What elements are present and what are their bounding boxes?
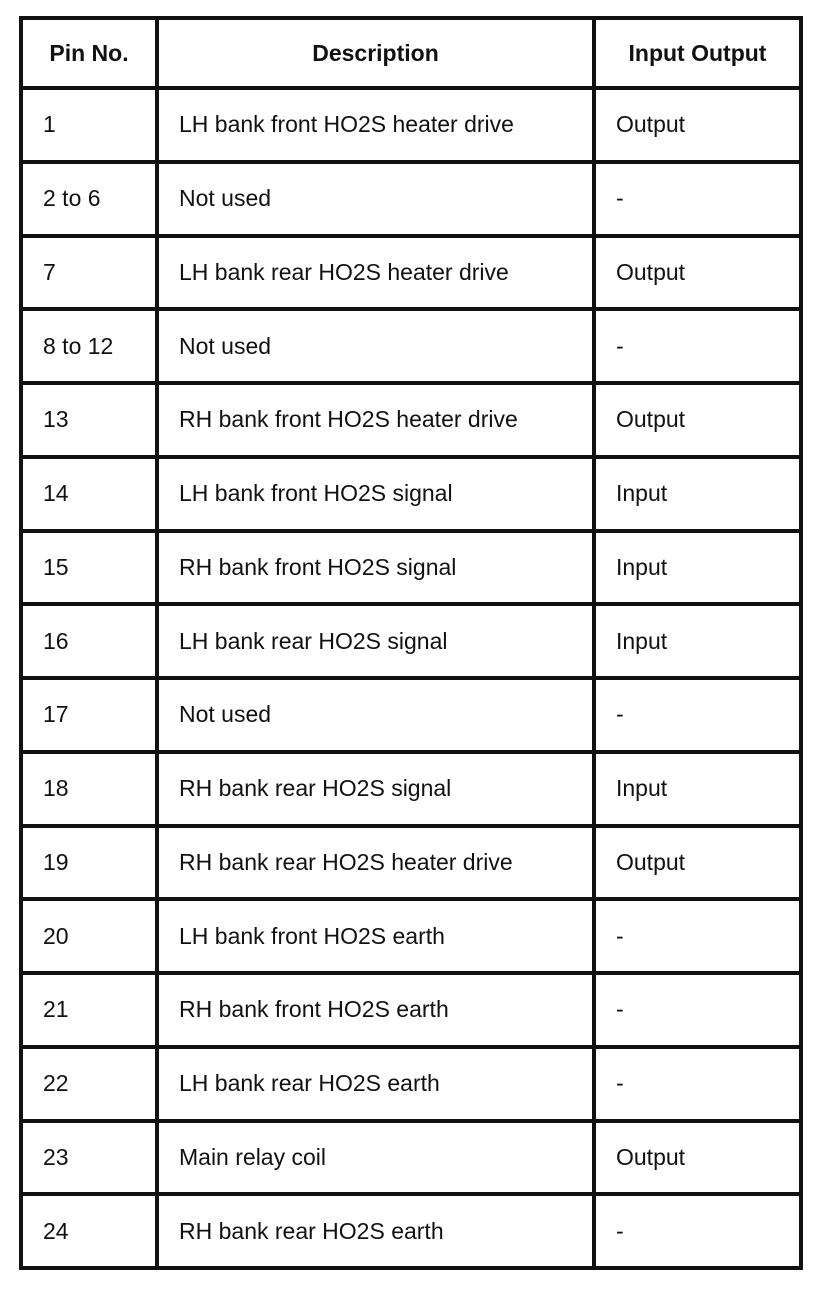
description-cell: LH bank rear HO2S heater drive (157, 236, 594, 310)
direction-cell: Input (594, 457, 801, 531)
pin-number-cell: 14 (21, 457, 157, 531)
table-row (21, 973, 801, 1047)
description-cell: LH bank rear HO2S earth (157, 1047, 594, 1121)
direction-cell: - (594, 309, 801, 383)
table-row (21, 1121, 801, 1195)
table-row (21, 383, 801, 457)
direction-cell: Output (594, 236, 801, 310)
header-description: Description (157, 18, 594, 88)
header-input-output: Input Output (594, 18, 801, 88)
header-row (21, 18, 801, 88)
direction-cell: Input (594, 531, 801, 605)
direction-cell: Input (594, 752, 801, 826)
table-row (21, 88, 801, 162)
table-row (21, 1047, 801, 1121)
table-row (21, 531, 801, 605)
pin-number-cell: 17 (21, 678, 157, 752)
table-row (21, 604, 801, 678)
direction-cell: Input (594, 604, 801, 678)
table-row (21, 678, 801, 752)
pin-number-cell: 16 (21, 604, 157, 678)
table-row (21, 236, 801, 310)
description-cell: RH bank front HO2S earth (157, 973, 594, 1047)
table-row (21, 457, 801, 531)
pin-number-cell: 20 (21, 899, 157, 973)
pin-number-cell: 24 (21, 1194, 157, 1268)
pin-number-cell: 13 (21, 383, 157, 457)
description-cell: LH bank front HO2S signal (157, 457, 594, 531)
direction-cell: - (594, 1047, 801, 1121)
direction-cell: - (594, 899, 801, 973)
pin-number-cell: 15 (21, 531, 157, 605)
description-cell: Not used (157, 678, 594, 752)
direction-cell: Output (594, 826, 801, 900)
direction-cell: - (594, 973, 801, 1047)
pin-number-cell: 19 (21, 826, 157, 900)
direction-cell: Output (594, 88, 801, 162)
table-row (21, 1194, 801, 1268)
direction-cell: Output (594, 383, 801, 457)
description-cell: LH bank rear HO2S signal (157, 604, 594, 678)
description-cell: Main relay coil (157, 1121, 594, 1195)
direction-cell: - (594, 162, 801, 236)
description-cell: RH bank rear HO2S signal (157, 752, 594, 826)
pin-number-cell: 21 (21, 973, 157, 1047)
pin-number-cell: 2 to 6 (21, 162, 157, 236)
pin-number-cell: 1 (21, 88, 157, 162)
table-row (21, 309, 801, 383)
direction-cell: - (594, 678, 801, 752)
header-pin-no: Pin No. (21, 18, 157, 88)
pin-number-cell: 18 (21, 752, 157, 826)
table-header (21, 18, 801, 88)
table-row (21, 162, 801, 236)
pin-number-cell: 23 (21, 1121, 157, 1195)
pin-number-cell: 7 (21, 236, 157, 310)
pin-table (19, 16, 803, 1270)
description-cell: RH bank front HO2S heater drive (157, 383, 594, 457)
pin-number-cell: 22 (21, 1047, 157, 1121)
table-row (21, 752, 801, 826)
description-cell: LH bank front HO2S earth (157, 899, 594, 973)
table-row (21, 899, 801, 973)
table-body (21, 88, 801, 1268)
description-cell: Not used (157, 309, 594, 383)
pin-number-cell: 8 to 12 (21, 309, 157, 383)
table-row (21, 826, 801, 900)
description-cell: LH bank front HO2S heater drive (157, 88, 594, 162)
description-cell: RH bank front HO2S signal (157, 531, 594, 605)
description-cell: Not used (157, 162, 594, 236)
direction-cell: - (594, 1194, 801, 1268)
description-cell: RH bank rear HO2S heater drive (157, 826, 594, 900)
direction-cell: Output (594, 1121, 801, 1195)
description-cell: RH bank rear HO2S earth (157, 1194, 594, 1268)
